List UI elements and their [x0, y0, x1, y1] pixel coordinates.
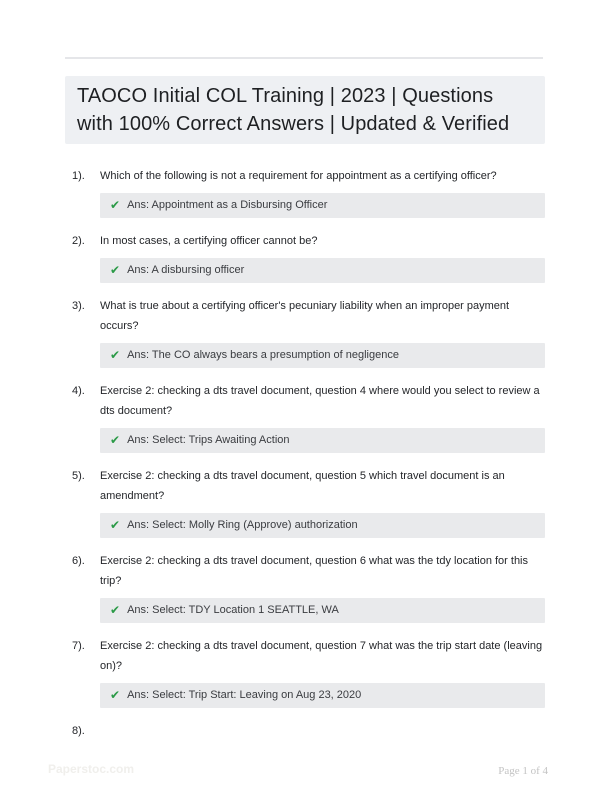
qa-item [72, 166, 545, 218]
question-text [100, 466, 545, 506]
answer-text: Ans: Select: Trip Start: Leaving on Aug 23, 2020 [127, 689, 362, 701]
question-number: 5). [72, 470, 85, 482]
question-line: Exercise 2: checking a dts travel document, question 5 which travel document is an [100, 470, 505, 482]
question-text [100, 381, 545, 421]
answer-box [100, 513, 545, 538]
question-line: dts document? [100, 405, 173, 417]
qa-item [72, 231, 545, 283]
answer-text: Ans: Appointment as a Disbursing Officer [127, 199, 328, 211]
question-line: What is true about a certifying officer's pecuniary liability when an improper payment [100, 300, 510, 312]
page-number: Page 1 of 4 [498, 765, 548, 777]
question-line: amendment? [100, 490, 165, 502]
document-title [65, 76, 545, 144]
question-row [72, 551, 545, 591]
answer-box [100, 258, 545, 283]
question-line: Exercise 2: checking a dts travel document, question 6 what was the tdy location for this [100, 555, 529, 567]
question-number: 4). [72, 385, 85, 397]
question-text [100, 551, 545, 591]
question-line: In most cases, a certifying officer cannot be? [100, 235, 318, 247]
question-text [100, 721, 545, 741]
answer-box [100, 343, 545, 368]
question-line: Exercise 2: checking a dts travel document, question 4 where would you select to review a [100, 385, 540, 397]
question-number: 3). [72, 300, 85, 312]
question-row [72, 296, 545, 336]
question-number: 6). [72, 555, 85, 567]
answer-box [100, 683, 545, 708]
question-text [100, 166, 545, 186]
qa-item [72, 721, 545, 741]
question-line: on)? [100, 660, 123, 672]
check-icon: ✔ [110, 603, 121, 617]
check-icon: ✔ [110, 263, 121, 277]
question-row [72, 636, 545, 676]
question-line: occurs? [100, 320, 139, 332]
check-icon: ✔ [110, 518, 121, 532]
question-line: trip? [100, 575, 122, 587]
title-line-1: TAOCO Initial COL Training | 2023 | Questions [77, 85, 494, 107]
question-row [72, 721, 545, 741]
question-number: 2). [72, 235, 85, 247]
qa-item [72, 466, 545, 538]
qa-item [72, 636, 545, 708]
qa-item [72, 296, 545, 368]
answer-text: Ans: Select: Trips Awaiting Action [127, 434, 290, 446]
question-line: Exercise 2: checking a dts travel document, question 7 what was the trip start date (leaving [100, 640, 543, 652]
question-row [72, 466, 545, 506]
top-rule [65, 57, 543, 59]
answer-box [100, 598, 545, 623]
question-number: 7). [72, 640, 85, 652]
question-number: 8). [72, 725, 85, 737]
qa-list [72, 166, 545, 754]
answer-text: Ans: Select: TDY Location 1 SEATTLE, WA [127, 604, 339, 616]
qa-item [72, 381, 545, 453]
answer-text: Ans: A disbursing officer [127, 264, 245, 276]
answer-box [100, 428, 545, 453]
question-text [100, 231, 545, 251]
question-text [100, 296, 545, 336]
question-row [72, 381, 545, 421]
answer-box [100, 193, 545, 218]
question-line: Which of the following is not a requirement for appointment as a certifying officer? [100, 170, 497, 182]
check-icon: ✔ [110, 688, 121, 702]
question-text [100, 636, 545, 676]
question-number: 1). [72, 170, 85, 182]
question-row [72, 231, 545, 251]
title-line-2: with 100% Correct Answers | Updated & Verified [77, 113, 510, 135]
check-icon: ✔ [110, 433, 121, 447]
watermark-text: Paperstoc.com [48, 762, 135, 776]
question-row [72, 166, 545, 186]
answer-text: Ans: Select: Molly Ring (Approve) authorization [127, 519, 358, 531]
answer-text: Ans: The CO always bears a presumption of negligence [127, 349, 399, 361]
qa-item [72, 551, 545, 623]
check-icon: ✔ [110, 198, 121, 212]
check-icon: ✔ [110, 348, 121, 362]
